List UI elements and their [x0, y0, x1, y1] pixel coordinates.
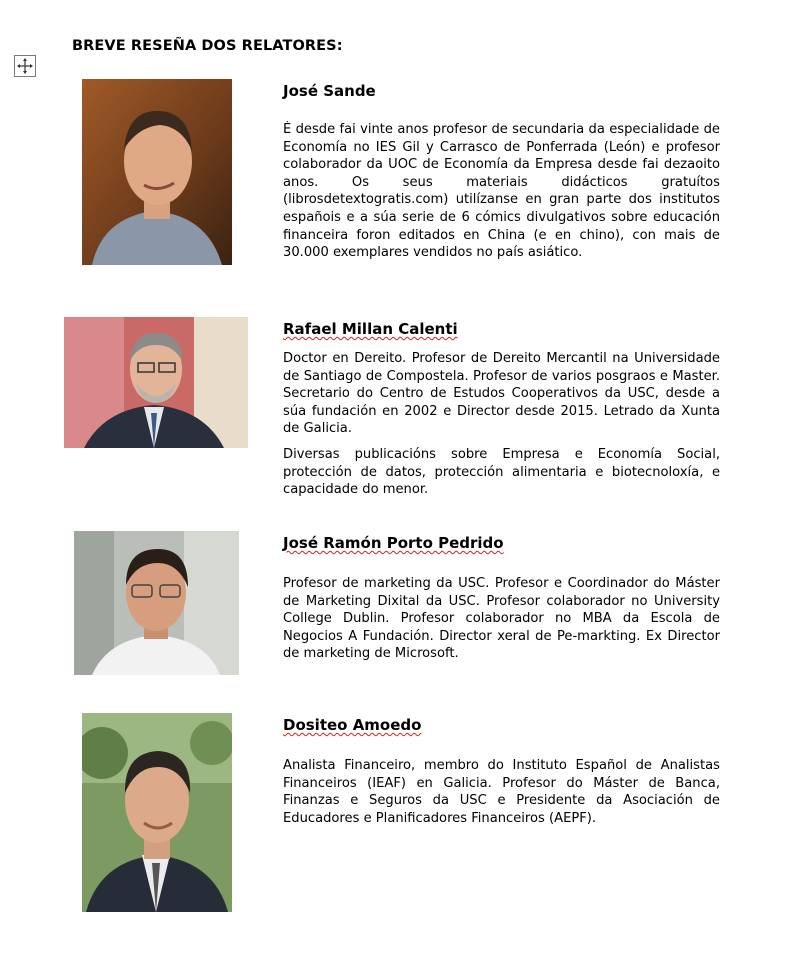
- speaker-photo-dositeo-amoedo: [82, 713, 232, 912]
- section-heading: BREVE RESEÑA DOS RELATORES:: [72, 38, 343, 54]
- speaker-name: [283, 534, 504, 552]
- bio-paragraph: Profesor de marketing da USC. Profesor e Coordinador do Máster de Marketing Dixital da USC. Profesor colaborador no University College Dublin. Profesor colaborador no MBA da Escola de Negocios A Fundación. Director xeral de Pe-markting. Ex Director de marketing de Microsoft.: [283, 576, 720, 662]
- speaker-name-text: Dositeo Amoedo: [283, 716, 422, 734]
- table-move-handle-icon[interactable]: [14, 55, 36, 77]
- speaker-name: [283, 320, 458, 338]
- speaker-bio: [283, 575, 720, 663]
- speaker-photo-jose-sande: [82, 79, 232, 265]
- speaker-photo-jose-ramon-porto-pedrido: [74, 531, 239, 675]
- speaker-bio: [283, 121, 720, 262]
- bio-paragraph: Diversas publicacións sobre Empresa e Economía Social, protección de datos, protección alimentaria e biotecnoloxía, e capacidade do menor.: [283, 446, 720, 498]
- speaker-name-text: Rafael Millan Calenti: [283, 320, 458, 338]
- bio-paragraph: Analista Financeiro, membro do Instituto Español de Analistas Financeiros (IEAF) en Galicia. Profesor do Máster de Banca, Finanzas e Seguros da USC e Presidente da Asociación de Educadores e Planificadores Financeiros (AEPF).: [283, 758, 720, 826]
- speaker-bio: [283, 757, 720, 827]
- bio-paragraph: É desde fai vinte anos profesor de secundaria da especialidade de Economía no IES Gil y Carrasco de Ponferrada (León) e profesor colaborador da UOC de Economía da Empresa desde fai dezaoito anos. Os seus materiais didácticos gratuítos (librosdetextogratis.com) utilízanse en gran parte dos institutos españois e a súa serie de 6 cómics divulgativos sobre educación financeira foron editados en China (e en chino), con mais de 30.000 exemplares vendidos no país asiático.: [283, 122, 720, 261]
- speaker-bio: [283, 350, 720, 499]
- bio-paragraph: Doctor en Dereito. Profesor de Dereito Mercantil na Universidade de Santiago de Compostela. Profesor de varios posgraos e Master. Secretario do Centro de Estudos Cooperativos da USC, desde a súa fundación en 2002 e Director desde 2015. Letrado da Xunta de Galicia.: [283, 351, 720, 437]
- speaker-name: [283, 716, 421, 734]
- speaker-photo-rafael-millan-calenti: [64, 317, 248, 448]
- speaker-name-text: José Ramón Porto Pedrido: [283, 534, 504, 552]
- speaker-name: José Sande: [283, 82, 376, 100]
